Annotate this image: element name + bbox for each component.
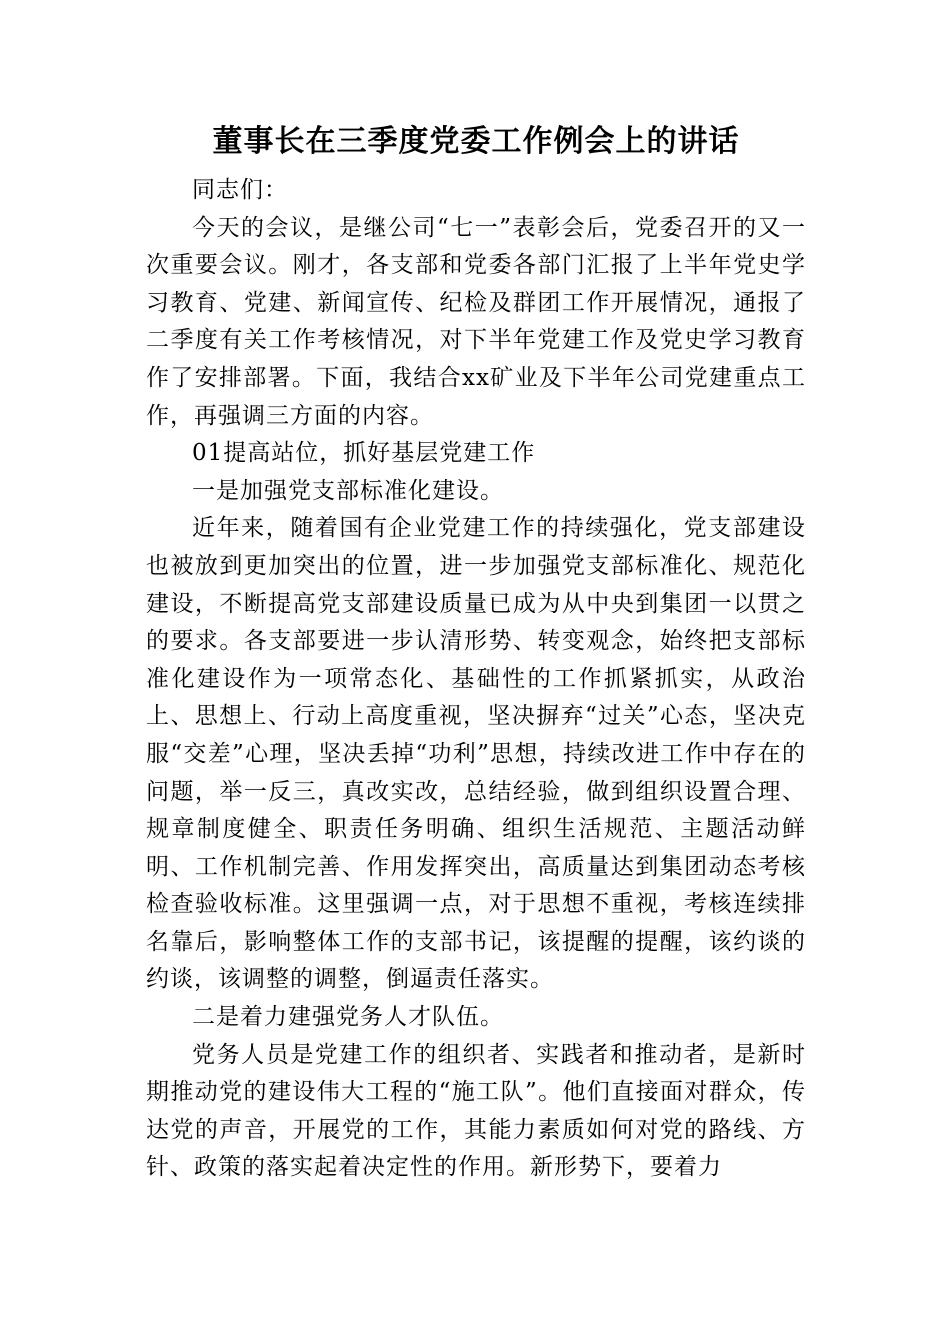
subheading-2: 二是着力建强党务人才队伍。 — [192, 1004, 504, 1031]
document-title: 董事长在三季度党委工作例会上的讲话 — [212, 124, 740, 159]
section-heading: 01提高站位，抓好基层党建工作 — [192, 440, 536, 467]
document-body — [146, 118, 806, 1187]
body-paragraph-2: 党务人员是党建工作的组织者、实践者和推动者，是新时期推动党的建设伟大工程的“施工队”。他们直接面对群众，传达党的声音，开展党的工作，其能力素质如何对党的路线、方针、政策的落实起着决定性的作用。新形势下，要着力 — [146, 1041, 806, 1181]
intro-paragraph: 今天的会议，是继公司“七一”表彰会后，党委召开的又一次重要会议。刚才，各支部和党委各部门汇报了上半年党史学习教育、党建、新闻宣传、纪检及群团工作开展情况，通报了二季度有关工作考核情况，对下半年党建工作及党史学习教育作了安排部署。下面，我结合xx矿业及下半年公司党建重点工作，再强调三方面的内容。 — [146, 214, 806, 429]
body-paragraph-1: 近年来，随着国有企业党建工作的持续强化，党支部建设也被放到更加突出的位置，进一步加强党支部标准化、规范化建设，不断提高党支部建设质量已成为从中央到集团一以贯之的要求。各支部要进一步认清形势、转变观念，始终把支部标准化建设作为一项常态化、基础性的工作抓紧抓实，从政治上、思想上、行动上高度重视，坚决摒弃“过关”心态，坚决克服“交差”心理，坚决丢掉“功利”思想，持续改进工作中存在的问题，举一反三，真改实改，总结经验，做到组织设置合理、规章制度健全、职责任务明确、组织生活规范、主题活动鲜明、工作机制完善、作用发挥突出，高质量达到集团动态考核检查验收标准。这里强调一点，对于思想不重视，考核连续排名靠后，影响整体工作的支部书记，该提醒的提醒，该约谈的约谈，该调整的调整，倒逼责任落实。 — [146, 515, 806, 993]
subheading-1: 一是加强党支部标准化建设。 — [192, 477, 504, 504]
salutation-paragraph: 同志们： — [192, 177, 288, 203]
